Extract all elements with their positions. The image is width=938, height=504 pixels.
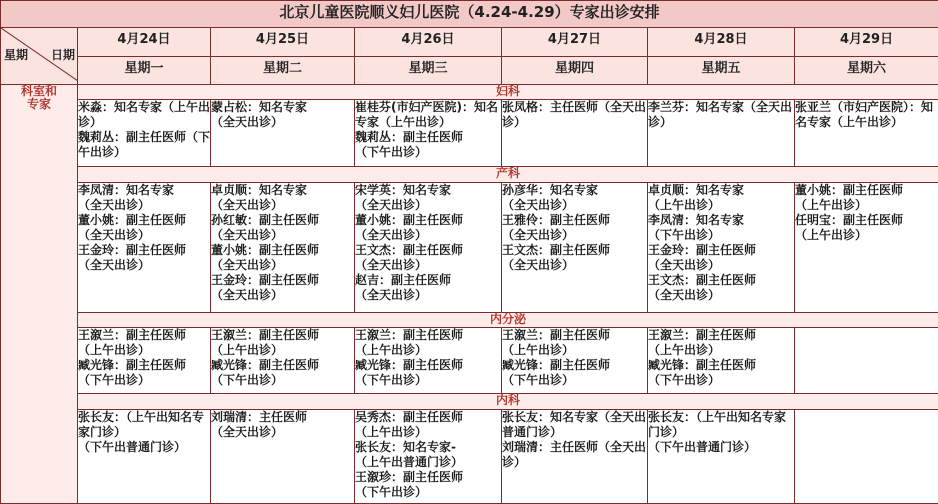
corner-week-label: 星期 (4, 47, 29, 62)
weekday-header: 星期六 (795, 56, 938, 84)
date-header: 4月24日 (78, 27, 211, 56)
date-header: 4月25日 (211, 27, 355, 56)
schedule-cell: 张凤格：主任医师（全天出诊） (502, 100, 648, 167)
schedule-cell: 董小姚：副主任医师 （上午出诊） 任明宝：副主任医师 （上午出诊） (795, 182, 938, 312)
department-side-label: 科室和专家 (1, 84, 78, 503)
schedule-cell: 王溆兰：副主任医师 （上午出诊） 臧光锋：副主任医师 （下午出诊） (211, 328, 355, 394)
department-header: 产科 (78, 167, 938, 182)
schedule-cell: 李兰芬：知名专家（全天出诊） (648, 100, 795, 167)
schedule-cell: 蒙占松：知名专家 （全天出诊） (211, 100, 355, 167)
weekday-header: 星期三 (355, 56, 502, 84)
weekday-header: 星期二 (211, 56, 355, 84)
schedule-cell: 宋学英：知名专家 （全天出诊） 董小姚：副主任医师 （全天出诊） 王文杰：副主任医师 （全天出诊） 赵吉：副主任医师 （全天出诊） (355, 182, 502, 312)
department-header: 内分泌 (78, 312, 938, 327)
date-header: 4月29日 (795, 27, 938, 56)
date-header: 4月27日 (502, 27, 648, 56)
schedule-cell: 张长友：知名专家（全天出普通门诊） 刘瑞清：主任医师（全天出诊） (502, 409, 648, 503)
schedule-cell: 张亚兰（市妇产医院）：知名专家（上午出诊） (795, 100, 938, 167)
schedule-cell: 刘瑞清：主任医师 （全天出诊） (211, 409, 355, 503)
corner-header (1, 27, 78, 84)
schedule-cell: 吴秀杰：副主任医师 （上午出诊） 张长友：知名专家- （上午出普通门诊） 王溆珍：副主任医师 （下午出诊） (355, 409, 502, 503)
weekday-header: 星期五 (648, 56, 795, 84)
date-header: 4月26日 (355, 27, 502, 56)
schedule-cell: 张长友：（上午出知名专家门诊） （下午出普通门诊） (648, 409, 795, 503)
schedule-cell: 王溆兰：副主任医师 （上午出诊） 臧光锋：副主任医师 （下午出诊） (355, 328, 502, 394)
department-header: 内科 (78, 394, 938, 409)
schedule-cell (795, 409, 938, 503)
schedule-cell (795, 328, 938, 394)
page-title: 北京儿童医院顺义妇儿医院（4.24-4.29）专家出诊安排 (1, 1, 938, 28)
schedule-cell: 卓贞顺：知名专家 （全天出诊） 孙红敏：副主任医师 （全天出诊） 董小姚：副主任医师 （全天出诊） 王金玲：副主任医师 （全天出诊） (211, 182, 355, 312)
department-header: 妇科 (78, 84, 938, 99)
schedule-cell: 卓贞顺：知名专家 （上午出诊） 李凤清：知名专家 （下午出诊） 王金玲：副主任医师 （全天出诊） 王文杰：副主任医师 （全天出诊） (648, 182, 795, 312)
corner-date-label: 日期 (50, 47, 75, 62)
weekday-header: 星期四 (502, 56, 648, 84)
schedule-cell: 李凤清：知名专家 （全天出诊） 董小姚：副主任医师 （全天出诊） 王金玲：副主任医师 （全天出诊） (78, 182, 211, 312)
schedule-cell: 孙彦华：知名专家 （全天出诊） 王雅伶：副主任医师 （全天出诊） 王文杰：副主任医师 （全天出诊） (502, 182, 648, 312)
schedule-cell: 米淼：知名专家（上午出诊） 魏莉丛：副主任医师（下午出诊） (78, 100, 211, 167)
schedule-cell: 王溆兰：副主任医师 （上午出诊） 臧光锋：副主任医师 （下午出诊） (502, 328, 648, 394)
schedule-cell: 张长友：（上午出知名专家门诊） （下午出普通门诊） (78, 409, 211, 503)
schedule-cell: 王溆兰：副主任医师 （上午出诊） 臧光锋：副主任医师 （下午出诊） (78, 328, 211, 394)
date-header: 4月28日 (648, 27, 795, 56)
schedule-cell: 崔桂芬(市妇产医院)：知名专家（上午出诊） 魏莉丛：副主任医师 （下午出诊） (355, 100, 502, 167)
schedule-cell: 王溆兰：副主任医师 （上午出诊） 臧光锋：副主任医师 （下午出诊） (648, 328, 795, 394)
weekday-header: 星期一 (78, 56, 211, 84)
